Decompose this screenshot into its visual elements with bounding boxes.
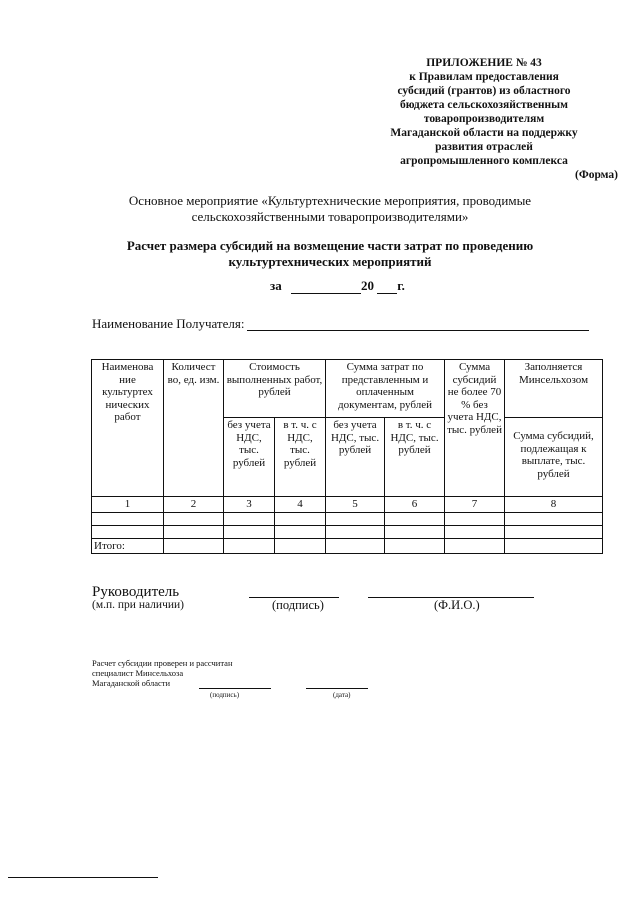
- table-cell[interactable]: [445, 538, 505, 554]
- total-label: Итого:: [92, 538, 164, 554]
- appendix-header: [350, 56, 618, 182]
- appendix-line: к Правилам предоставления: [409, 71, 559, 83]
- table-row: [92, 525, 603, 538]
- period-prefix: за: [270, 278, 282, 293]
- table-cell[interactable]: [275, 525, 326, 538]
- appendix-line: развития отраслей: [435, 141, 533, 153]
- verification-line: Расчет субсидии проверен и рассчитан: [92, 658, 233, 668]
- table-cell[interactable]: [164, 512, 224, 525]
- header-quantity: Количест во, ед. изм.: [164, 360, 224, 497]
- date-line[interactable]: [306, 688, 368, 689]
- table-cell[interactable]: [224, 538, 275, 554]
- calculation-title-line: Расчет размера субсидий на возмещение части затрат по проведению: [126, 238, 534, 253]
- footnote-divider: [8, 877, 158, 878]
- header-work-cost: Стоимость выполненных работ, рублей: [224, 360, 326, 418]
- header-costs-sum: Сумма затрат по представленным и оплаченным документам, рублей: [326, 360, 445, 418]
- appendix-line: товаропроизводителям: [423, 113, 545, 125]
- table-cell[interactable]: [92, 512, 164, 525]
- subsidy-table: [91, 359, 603, 554]
- column-number: 7: [445, 497, 505, 513]
- verification-note: [92, 658, 233, 688]
- main-event-line: сельскохозяйственными товаропроизводителями»: [191, 209, 469, 224]
- table-cell[interactable]: [164, 538, 224, 554]
- period-year-prefix: 20: [360, 278, 374, 293]
- table-cell[interactable]: [505, 525, 603, 538]
- table-cell[interactable]: [275, 538, 326, 554]
- table-cell[interactable]: [224, 512, 275, 525]
- table-cell[interactable]: [326, 512, 385, 525]
- table-cell[interactable]: [385, 525, 445, 538]
- header-subsidy-sum: Сумма субсидий не более 70 % без учета НДС, тыс. рублей: [445, 360, 505, 497]
- year-blank[interactable]: [377, 281, 397, 294]
- stamp-note: (м.п. при наличии): [92, 599, 184, 611]
- recipient-field[interactable]: [247, 330, 589, 331]
- header-payable-subsidy: Сумма субсидий, подлежащая к выплате, тыс. рублей: [505, 418, 603, 497]
- main-event: [120, 193, 540, 225]
- calculation-title: [120, 238, 540, 270]
- column-number: 1: [92, 497, 164, 513]
- table-cell[interactable]: [326, 538, 385, 554]
- appendix-line: агропромышленного комплекса: [400, 155, 568, 167]
- appendix-title: ПРИЛОЖЕНИЕ № 43: [426, 57, 542, 69]
- table-cell[interactable]: [445, 512, 505, 525]
- column-number: 6: [385, 497, 445, 513]
- header-work-name: Наименова ние культуртех нических работ: [92, 360, 164, 497]
- table-cell[interactable]: [385, 512, 445, 525]
- signature-caption: (подпись): [272, 598, 324, 612]
- appendix-line: субсидий (грантов) из областного: [397, 85, 571, 97]
- table-row: [92, 512, 603, 525]
- header-sum-with-vat: в т. ч. с НДС, тыс. рублей: [385, 418, 445, 497]
- table-cell[interactable]: [275, 512, 326, 525]
- fio-caption: (Ф.И.О.): [434, 598, 480, 612]
- table-cell[interactable]: [505, 512, 603, 525]
- table-cell[interactable]: [385, 538, 445, 554]
- header-sum-without-vat: без учета НДС, тыс. рублей: [326, 418, 385, 497]
- table-cell[interactable]: [224, 525, 275, 538]
- specialist-signature-caption: (подпись): [210, 691, 240, 699]
- main-event-line: Основное мероприятие «Культуртехнические мероприятия, проводимые: [128, 193, 532, 208]
- verification-line: Магаданской области: [92, 678, 171, 688]
- appendix-line: Магаданской области на поддержку: [390, 127, 578, 139]
- verification-line: специалист Минсельхоза: [92, 668, 184, 678]
- appendix-line: бюджета сельскохозяйственным: [400, 99, 568, 111]
- header-cost-without-vat: без учета НДС, тыс. рублей: [224, 418, 275, 497]
- header-ministry: Заполняется Минсельхозом: [505, 360, 603, 418]
- period-blank[interactable]: [291, 281, 361, 294]
- table-cell[interactable]: [505, 538, 603, 554]
- date-caption: (дата): [333, 691, 351, 699]
- recipient-label: Наименование Получателя:: [92, 316, 245, 331]
- column-number: 5: [326, 497, 385, 513]
- column-number: 4: [275, 497, 326, 513]
- specialist-signature-line[interactable]: [199, 688, 271, 689]
- form-label: (Форма): [574, 169, 618, 181]
- calculation-title-line: культуртехнических мероприятий: [228, 254, 432, 269]
- total-row: [92, 538, 603, 554]
- table-cell[interactable]: [92, 525, 164, 538]
- period-suffix: г.: [397, 278, 405, 293]
- table-cell[interactable]: [326, 525, 385, 538]
- table-cell[interactable]: [445, 525, 505, 538]
- period-line: [270, 278, 405, 294]
- head-label: Руководитель: [92, 584, 180, 600]
- header-cost-with-vat: в т. ч. с НДС, тыс. рублей: [275, 418, 326, 497]
- column-number: 2: [164, 497, 224, 513]
- column-number: 3: [224, 497, 275, 513]
- table-cell[interactable]: [164, 525, 224, 538]
- column-number: 8: [505, 497, 603, 513]
